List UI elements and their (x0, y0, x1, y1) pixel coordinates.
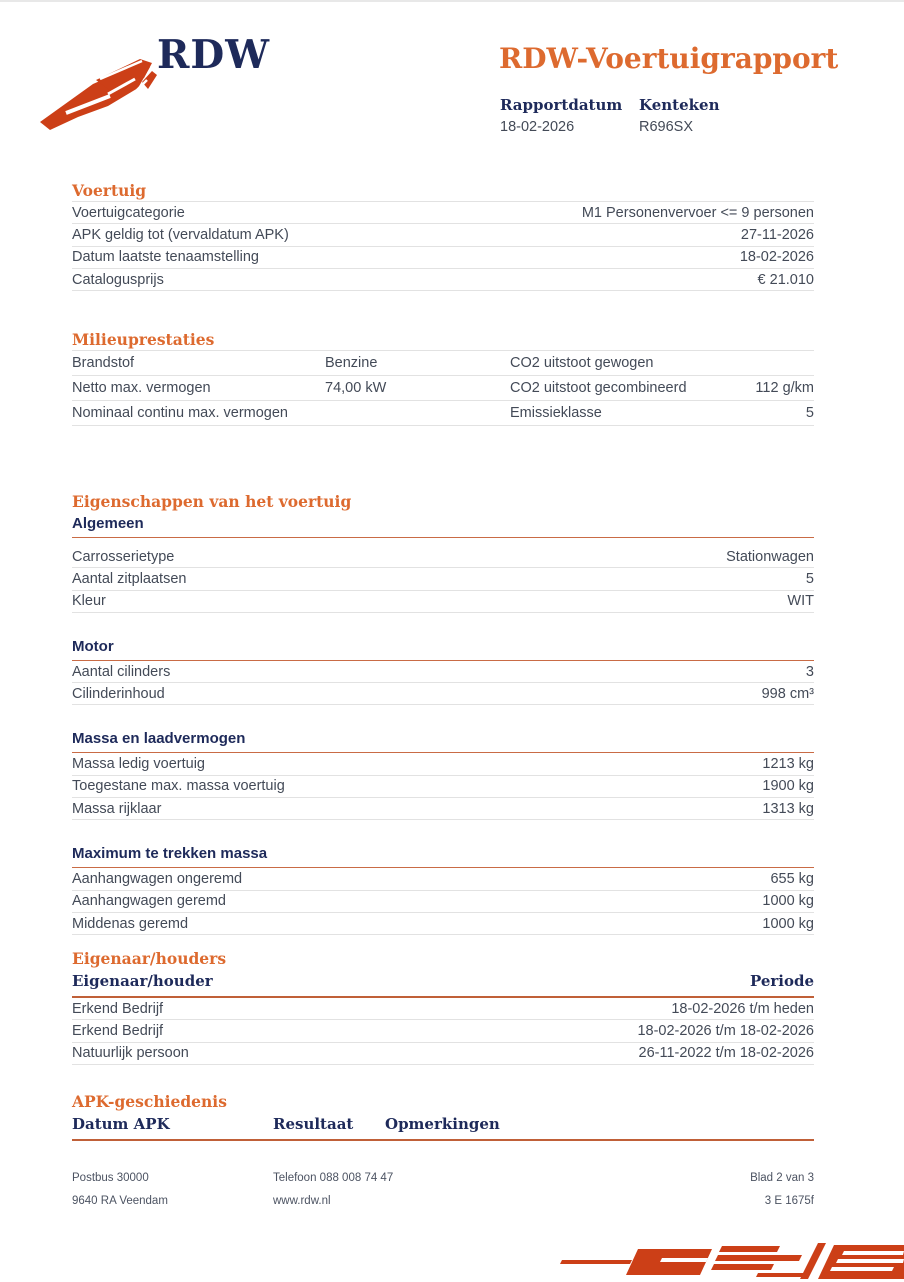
row-value: 1000 kg (762, 893, 814, 910)
row-value: 1213 kg (762, 756, 814, 773)
license-plate-value: R696SX (639, 119, 694, 135)
table-row (72, 247, 814, 269)
row-label: CO2 uitstoot gewogen (510, 355, 654, 371)
row-value: 1313 kg (762, 800, 814, 817)
row-label: Aanhangwagen geremd (72, 893, 226, 910)
table-row (72, 224, 814, 246)
subsection-title: Algemeen (72, 515, 814, 538)
owner-name: Erkend Bedrijf (72, 1022, 164, 1039)
row-label: Kleur (72, 593, 106, 610)
row-label: Toegestane max. massa voertuig (72, 778, 285, 795)
table-row (72, 568, 814, 590)
row-label: Aantal zitplaatsen (72, 570, 187, 587)
row-label: Netto max. vermogen (72, 380, 211, 396)
section-milieuprestaties (72, 329, 814, 426)
owner-name: Erkend Bedrijf (72, 1000, 164, 1017)
row-label: Carrosserietype (72, 548, 175, 565)
row-label: Aantal cilinders (72, 663, 171, 680)
owner-period: 18-02-2026 t/m 18-02-2026 (637, 1022, 814, 1039)
row-label: Middenas geremd (72, 915, 189, 932)
table-row (72, 401, 814, 426)
license-plate-label: Kenteken (639, 96, 720, 114)
section-title: Eigenschappen van het voertuig (72, 492, 352, 511)
subsection-trekken-massa (72, 845, 814, 935)
row-label: APK geldig tot (vervaldatum APK) (72, 226, 289, 243)
algemeen-rows (72, 546, 814, 613)
section-eigenaar-houders (72, 948, 814, 1065)
row-label: Emissieklasse (510, 405, 602, 421)
table-row (72, 1020, 814, 1042)
footer-doc-code: 3 E 1675f (764, 1195, 814, 1207)
row-value: 5 (805, 570, 814, 587)
row-label: Massa ledig voertuig (72, 756, 205, 773)
row-label: Cilinderinhoud (72, 685, 165, 702)
trekken-rows (72, 868, 814, 935)
section-title: Milieuprestaties (72, 329, 814, 351)
table-row (72, 591, 814, 613)
row-value: Benzine (325, 355, 378, 371)
row-label: Aanhangwagen ongeremd (72, 871, 243, 888)
row-value: 1000 kg (762, 915, 814, 932)
table-row (72, 1043, 814, 1065)
row-value: Stationwagen (726, 548, 814, 565)
subsection-massa (72, 730, 814, 820)
row-value: 112 g/km (755, 380, 814, 396)
subsection-title: Maximum te trekken massa (72, 845, 814, 868)
footer-website: www.rdw.nl (273, 1195, 331, 1207)
voertuig-rows (72, 202, 814, 291)
column-header-opmerkingen: Opmerkingen (385, 1115, 500, 1133)
page-title: RDW-Voertuigrapport (499, 42, 839, 75)
table-row (72, 868, 814, 890)
row-value: 5 (805, 405, 814, 421)
subsection-title: Motor (72, 638, 814, 661)
table-row (72, 913, 814, 935)
footer-page-indicator: Blad 2 van 3 (750, 1172, 814, 1184)
row-value: 655 kg (770, 871, 814, 888)
table-row (72, 661, 814, 683)
owner-table-header (72, 970, 814, 998)
subsection-motor (72, 638, 814, 706)
report-meta (500, 96, 820, 135)
footer-phone: Telefoon 088 008 74 47 (273, 1172, 394, 1184)
row-value: 27-11-2026 (740, 226, 814, 243)
report-date-label: Rapportdatum (500, 96, 623, 114)
section-apk-geschiedenis (72, 1091, 814, 1141)
row-value: WIT (787, 593, 814, 610)
row-value: € 21.010 (757, 271, 814, 288)
apk-table-header (72, 1113, 814, 1141)
table-row (72, 891, 814, 913)
section-eigenschappen (72, 491, 814, 935)
row-value: 3 (805, 663, 814, 680)
row-value: 18-02-2026 (739, 249, 814, 266)
row-label: Massa rijklaar (72, 800, 162, 817)
column-header-period: Periode (749, 972, 814, 990)
motor-rows (72, 661, 814, 706)
row-label: Datum laatste tenaamstelling (72, 249, 259, 266)
row-label: Voertuigcategorie (72, 204, 185, 221)
table-row (72, 376, 814, 401)
column-header-datum-apk: Datum APK (72, 1115, 170, 1133)
section-title: APK-geschiedenis (72, 1092, 227, 1111)
row-label: CO2 uitstoot gecombineerd (510, 380, 687, 396)
column-header-resultaat: Resultaat (273, 1115, 354, 1133)
table-row (72, 202, 814, 224)
owner-rows (72, 998, 814, 1065)
footer-address-line2: 9640 RA Veendam (72, 1195, 168, 1207)
table-row (72, 546, 814, 568)
owner-name: Natuurlijk persoon (72, 1045, 189, 1062)
subsection-title: Massa en laadvermogen (72, 730, 814, 753)
table-row (72, 753, 814, 775)
table-row (72, 776, 814, 798)
massa-rows (72, 753, 814, 820)
row-value: 74,00 kW (325, 380, 387, 396)
owner-period: 18-02-2026 t/m heden (671, 1000, 814, 1017)
row-label: Nominaal continu max. vermogen (72, 405, 288, 421)
row-value: 1900 kg (762, 778, 814, 795)
row-value: 998 cm³ (761, 685, 814, 702)
milieu-rows (72, 351, 814, 426)
report-date-value: 18-02-2026 (500, 119, 575, 135)
page-footer (72, 1172, 814, 1207)
table-row (72, 998, 814, 1020)
row-value: M1 Personenvervoer <= 9 personen (581, 204, 814, 221)
rdw-logo-icon (38, 54, 160, 134)
row-label: Catalogusprijs (72, 271, 164, 288)
row-label: Brandstof (72, 355, 135, 371)
table-row (72, 269, 814, 291)
rdw-stripes-decoration-icon (512, 1235, 904, 1282)
footer-address-line1: Postbus 30000 (72, 1172, 149, 1184)
column-header-owner: Eigenaar/houder (72, 972, 213, 990)
subsection-algemeen (72, 515, 814, 613)
owner-period: 26-11-2022 t/m 18-02-2026 (638, 1045, 814, 1062)
table-row (72, 683, 814, 705)
table-row (72, 351, 814, 376)
section-voertuig (72, 180, 814, 291)
table-row (72, 798, 814, 820)
section-title: Voertuig (72, 180, 814, 202)
section-title: Eigenaar/houders (72, 949, 227, 968)
rdw-logo-text: RDW (157, 32, 271, 78)
